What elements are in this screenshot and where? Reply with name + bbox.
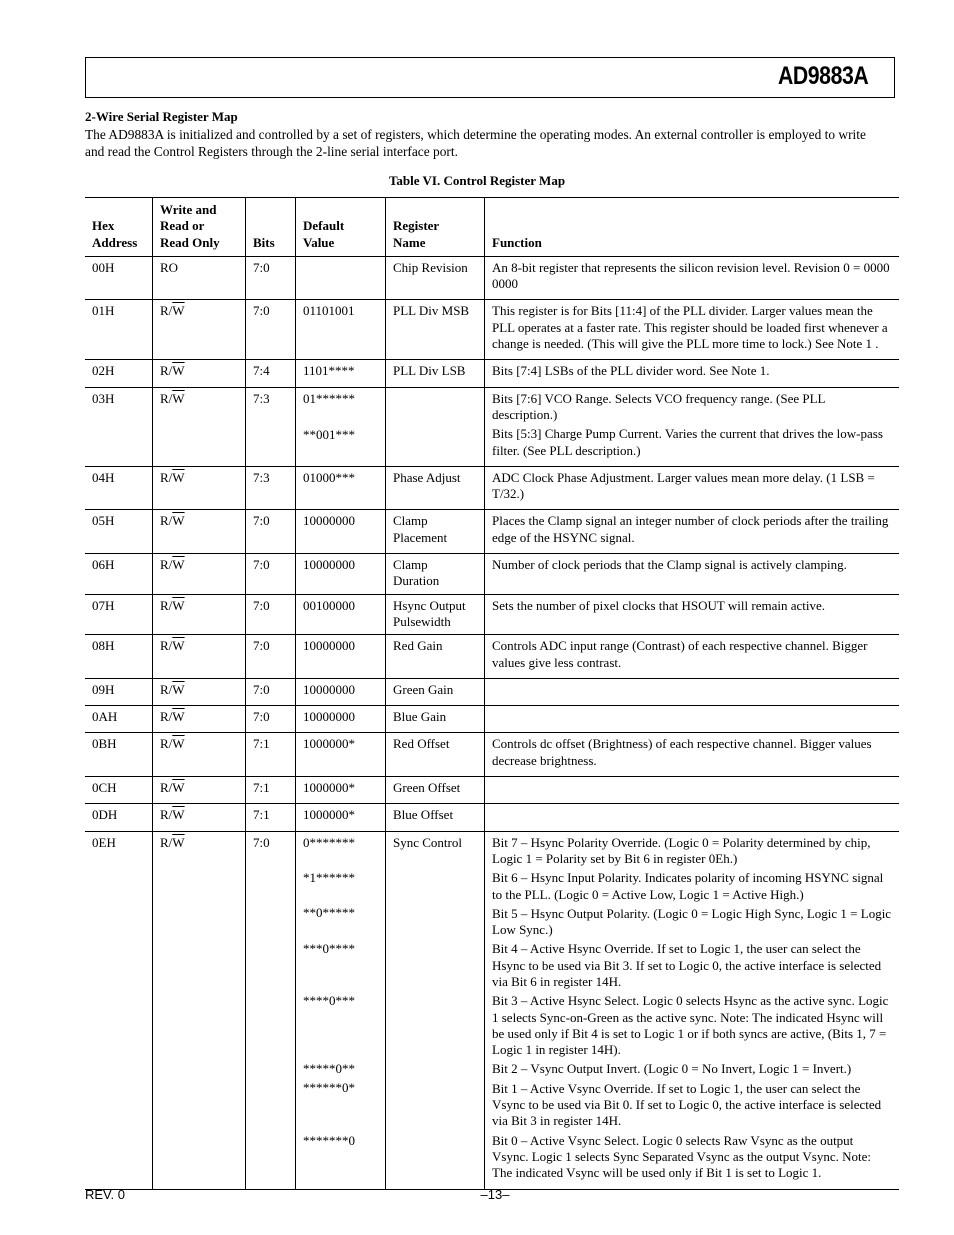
cell-hex-address: 04H	[85, 466, 153, 510]
cell-access	[153, 300, 246, 360]
default-value-entry: 01******	[303, 390, 355, 406]
register-row	[85, 635, 899, 679]
cell-hex-address: 09H	[85, 678, 153, 705]
default-value-entry: 10000000	[303, 557, 355, 573]
cell-bits: 7:1	[246, 733, 296, 777]
function-description: Places the Clamp signal an integer number of clock periods after the trailing edge of the HSYNC signal.	[492, 513, 889, 545]
col-access: Write and Read or Read Only	[153, 198, 246, 257]
table-caption: Table VI. Control Register Map	[388, 173, 566, 188]
register-row	[85, 706, 899, 733]
register-row	[85, 256, 899, 300]
cell-access	[153, 510, 246, 554]
function-description: Number of clock periods that the Clamp signal is actively clamping.	[492, 557, 847, 573]
cell-register-name	[386, 387, 485, 466]
cell-default-value	[296, 466, 386, 510]
function-description: Bit 2 – Vsync Output Invert. (Logic 0 = No Invert, Logic 1 = Invert.)	[492, 1061, 852, 1077]
cell-function	[485, 594, 900, 635]
cell-default-value	[296, 387, 386, 466]
cell-register-name: Chip Revision	[386, 256, 485, 300]
cell-hex-address: 06H	[85, 554, 153, 595]
control-register-table	[85, 197, 899, 1190]
cell-access	[153, 831, 246, 1189]
access-value: $R/\overline{W}$	[160, 390, 185, 406]
section-intro: The AD9883A is initialized and controlled by a set of registers, which determine the operating modes. An external controller is employed to write and read the Control Registers through the 2-line serial interface port.	[85, 127, 866, 159]
default-value-entry: ****0***	[303, 992, 355, 1008]
cell-function	[485, 387, 900, 466]
cell-access	[153, 804, 246, 831]
cell-default-value	[296, 777, 386, 804]
default-value-entry: 1000000*	[303, 807, 355, 823]
cell-default-value	[296, 831, 386, 1189]
cell-function	[485, 554, 900, 595]
default-value-entry: 1000000*	[303, 780, 355, 796]
cell-register-name: Phase Adjust	[386, 466, 485, 510]
cell-function	[485, 466, 900, 510]
cell-default-value	[296, 635, 386, 679]
cell-register-name: Hsync Output Pulsewidth	[386, 594, 485, 635]
cell-function	[485, 360, 900, 387]
cell-hex-address: 0DH	[85, 804, 153, 831]
footer-page-number: –13–	[480, 1187, 510, 1202]
cell-register-name: Red Offset	[386, 733, 485, 777]
footer-revision: REV. 0	[85, 1187, 125, 1202]
cell-hex-address: 00H	[85, 256, 153, 300]
register-row	[85, 360, 899, 387]
function-description: Bits [7:6] VCO Range. Selects VCO frequency range. (See PLL description.)	[492, 390, 825, 422]
function-description: Bit 0 – Active Vsync Select. Logic 0 selects Raw Vsync as the output Vsync. Logic 1 selects Sync Separated Vsync as the output Vsync. Note: The indicated Vsync will be used only if Bit 1 is set to Logic 1.	[492, 1132, 871, 1181]
default-value-entry: ***0****	[303, 940, 355, 956]
default-value-entry: 10000000	[303, 681, 355, 697]
default-value-entry: *******0	[303, 1132, 355, 1148]
cell-default-value	[296, 554, 386, 595]
cell-access	[153, 635, 246, 679]
default-value-entry: 01101001	[303, 303, 355, 319]
function-description: Sets the number of pixel clocks that HSOUT will remain active.	[492, 597, 825, 613]
cell-access	[153, 678, 246, 705]
cell-register-name: Blue Offset	[386, 804, 485, 831]
cell-hex-address: 08H	[85, 635, 153, 679]
cell-hex-address: 0CH	[85, 777, 153, 804]
default-value-entry: 01000***	[303, 469, 355, 485]
cell-register-name: Red Gain	[386, 635, 485, 679]
cell-function	[485, 706, 900, 733]
cell-default-value	[296, 256, 386, 300]
cell-bits: 7:3	[246, 466, 296, 510]
function-description: Controls dc offset (Brightness) of each respective channel. Bigger values decrease brightness.	[492, 736, 872, 768]
cell-function	[485, 256, 900, 300]
cell-hex-address: 0AH	[85, 706, 153, 733]
register-row	[85, 678, 899, 705]
section-title: 2-Wire Serial Register Map	[85, 109, 238, 124]
cell-default-value	[296, 300, 386, 360]
cell-access	[153, 466, 246, 510]
cell-function	[485, 635, 900, 679]
access-value: $R/\overline{W}$	[160, 681, 185, 697]
cell-bits: 7:0	[246, 510, 296, 554]
cell-hex-address: 03H	[85, 387, 153, 466]
cell-bits: 7:3	[246, 387, 296, 466]
function-description: ADC Clock Phase Adjustment. Larger values mean more delay. (1 LSB = T/32.)	[492, 469, 875, 502]
cell-bits: 7:0	[246, 831, 296, 1189]
cell-register-name: Green Gain	[386, 678, 485, 705]
cell-bits: 7:4	[246, 360, 296, 387]
cell-access: RO	[153, 256, 246, 300]
default-value-entry: 10000000	[303, 513, 355, 529]
register-row	[85, 466, 899, 510]
cell-bits: 7:1	[246, 777, 296, 804]
register-row	[85, 831, 899, 1189]
default-value-entry: 0*******	[303, 834, 355, 850]
register-row	[85, 510, 899, 554]
function-description: Bit 7 – Hsync Polarity Override. (Logic 0 = Polarity determined by chip, Logic 1 = Polarity set by Bit 6 in register 0Eh.)	[492, 834, 871, 866]
function-description: Bit 6 – Hsync Input Polarity. Indicates polarity of incoming HSYNC signal to the PLL. (Logic 0 = Active Low, Logic 1 = Active High.)	[492, 870, 884, 902]
cell-default-value	[296, 360, 386, 387]
register-row	[85, 733, 899, 777]
cell-bits: 7:0	[246, 594, 296, 635]
cell-hex-address: 07H	[85, 594, 153, 635]
register-row	[85, 804, 899, 831]
default-value-entry: 00100000	[303, 597, 355, 613]
default-value-entry: **001***	[303, 426, 355, 442]
register-row	[85, 387, 899, 466]
cell-bits: 7:0	[246, 554, 296, 595]
cell-bits: 7:0	[246, 256, 296, 300]
access-value: $R/\overline{W}$	[160, 513, 185, 529]
page-header-box	[85, 57, 895, 98]
default-value-entry: 10000000	[303, 638, 355, 654]
cell-access	[153, 733, 246, 777]
cell-function	[485, 678, 900, 705]
access-value: $R/\overline{W}$	[160, 597, 185, 613]
cell-bits: 7:0	[246, 678, 296, 705]
cell-function	[485, 733, 900, 777]
cell-register-name: Clamp Duration	[386, 554, 485, 595]
cell-default-value	[296, 706, 386, 733]
default-value-entry: ******0*	[303, 1080, 355, 1096]
default-value-entry: 10000000	[303, 709, 355, 725]
cell-access	[153, 360, 246, 387]
access-value: $R/\overline{W}$	[160, 807, 185, 823]
access-value: $R/\overline{W}$	[160, 834, 185, 850]
cell-default-value	[296, 510, 386, 554]
cell-bits: 7:0	[246, 300, 296, 360]
default-value-entry: *****0**	[303, 1061, 355, 1077]
cell-bits: 7:0	[246, 635, 296, 679]
cell-register-name: PLL Div MSB	[386, 300, 485, 360]
register-row	[85, 300, 899, 360]
default-value-entry: **0*****	[303, 905, 355, 921]
cell-hex-address: 05H	[85, 510, 153, 554]
cell-access	[153, 777, 246, 804]
access-value: $R/\overline{W}$	[160, 363, 185, 379]
function-description: This register is for Bits [11:4] of the PLL divider. Larger values mean the PLL operates at a faster rate. This register should be loaded first whenever a change is needed. (This will give the PLL more time to lock.) See Note 1 .	[492, 303, 888, 352]
function-description: Bit 4 – Active Hsync Override. If set to Logic 1, the user can select the Hsync to be used via Bit 3. If set to Logic 0, the active interface is selected via Bit 6 in register 14H.	[492, 941, 882, 989]
cell-hex-address: 02H	[85, 360, 153, 387]
cell-function	[485, 831, 900, 1189]
access-value: $R/\overline{W}$	[160, 709, 185, 725]
cell-function	[485, 510, 900, 554]
function-description: Controls ADC input range (Contrast) of each respective channel. Bigger values give less contrast.	[492, 638, 868, 670]
cell-default-value	[296, 678, 386, 705]
access-value: $R/\overline{W}$	[160, 638, 185, 654]
function-description: Bit 3 – Active Hsync Select. Logic 0 selects Hsync as the active sync. Logic 1 selects Sync-on-Green as the active sync. Note: The indicated Hsync will be used only if Bit 4 is set to Logic 1 or if both syncs are active, (Bits 1, 7 = Logic 1 in register 14H).	[492, 993, 889, 1058]
register-row	[85, 777, 899, 804]
default-value-entry: *1******	[303, 869, 355, 885]
function-description: An 8-bit register that represents the silicon revision level. Revision 0 = 0000 0000	[492, 259, 890, 292]
cell-register-name: Sync Control	[386, 831, 485, 1189]
cell-register-name: Clamp Placement	[386, 510, 485, 554]
cell-default-value	[296, 733, 386, 777]
function-description: Bit 5 – Hsync Output Polarity. (Logic 0 = Logic High Sync, Logic 1 = Logic Low Sync.)	[492, 905, 892, 938]
cell-register-name: Blue Gain	[386, 706, 485, 733]
access-value: $R/\overline{W}$	[160, 736, 185, 752]
register-row	[85, 594, 899, 635]
cell-hex-address: 01H	[85, 300, 153, 360]
function-description: Bit 1 – Active Vsync Override. If set to Logic 1, the user can select the Vsync to be used via Bit 0. If set to Logic 0, the active interface is selected via Bit 3 in register 14H.	[492, 1080, 882, 1129]
register-row	[85, 554, 899, 595]
cell-default-value	[296, 804, 386, 831]
access-value: $R/\overline{W}$	[160, 780, 185, 796]
col-bits: Bits	[246, 198, 296, 257]
access-value: $R/\overline{W}$	[160, 557, 185, 573]
cell-hex-address: 0BH	[85, 733, 153, 777]
cell-bits: 7:0	[246, 706, 296, 733]
cell-function	[485, 300, 900, 360]
cell-register-name: Green Offset	[386, 777, 485, 804]
cell-default-value	[296, 594, 386, 635]
table-header-row	[85, 198, 899, 257]
access-value: $R/\overline{W}$	[160, 469, 185, 485]
default-value-entry: 1000000*	[303, 736, 355, 752]
cell-hex-address: 0EH	[85, 831, 153, 1189]
col-default-value: Default Value	[296, 198, 386, 257]
cell-access	[153, 594, 246, 635]
col-function: Function	[485, 198, 900, 257]
col-hex-address: Hex Address	[85, 198, 153, 257]
cell-access	[153, 554, 246, 595]
function-description: Bits [7:4] LSBs of the PLL divider word. See Note 1.	[492, 363, 770, 379]
access-value: $R/\overline{W}$	[160, 303, 185, 319]
cell-bits: 7:1	[246, 804, 296, 831]
part-number: AD9883A	[777, 62, 868, 90]
default-value-entry: 1101****	[303, 363, 355, 379]
cell-access	[153, 387, 246, 466]
cell-access	[153, 706, 246, 733]
col-register-name: Register Name	[386, 198, 485, 257]
function-description: Bits [5:3] Charge Pump Current. Varies the current that drives the low-pass filter. (See PLL description.)	[492, 426, 883, 458]
cell-register-name: PLL Div LSB	[386, 360, 485, 387]
cell-function	[485, 777, 900, 804]
cell-function	[485, 804, 900, 831]
